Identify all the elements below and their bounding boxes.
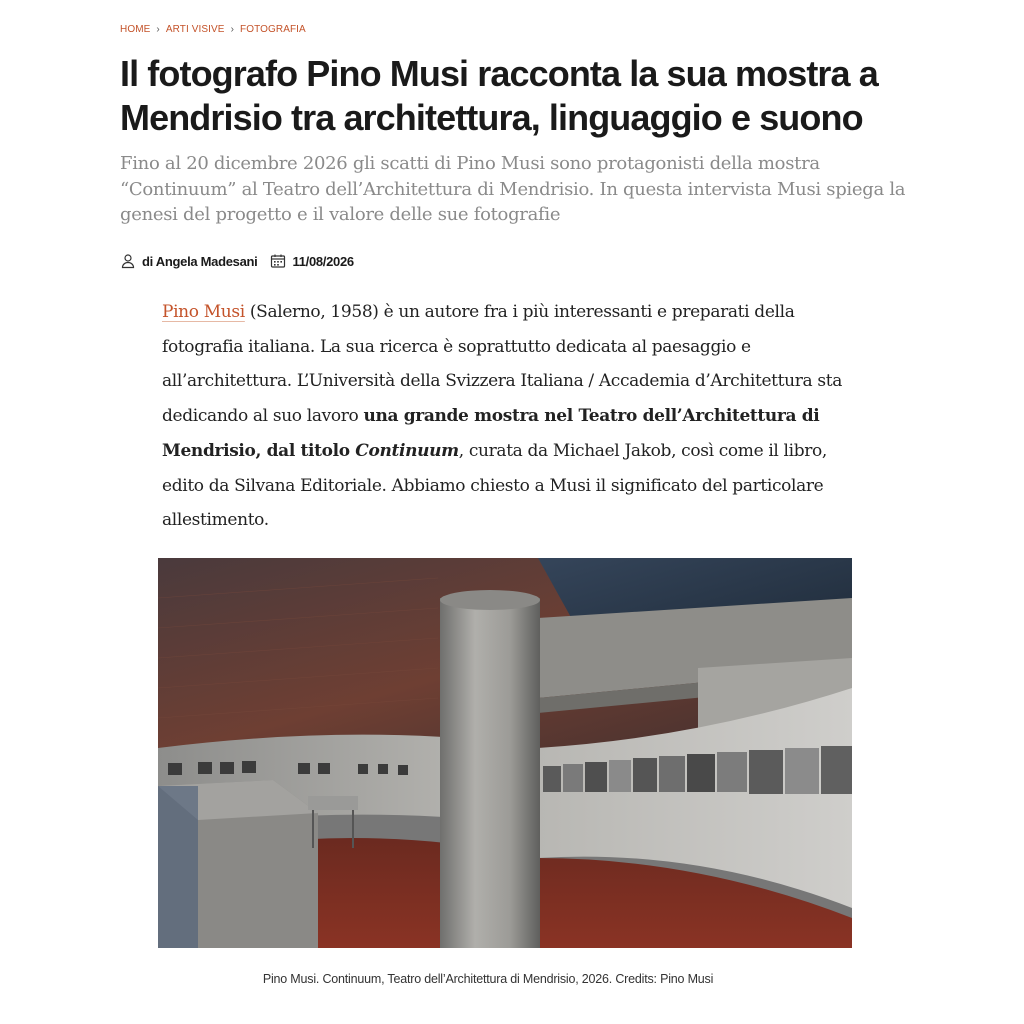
article-body [162,295,862,538]
body-bold-italic: Continuum [355,440,459,461]
exhibition-photo [158,558,852,948]
calendar-icon [270,253,286,269]
breadcrumb-separator: › [230,24,234,35]
breadcrumb-home[interactable]: HOME [120,24,151,35]
publish-date: 11/08/2026 [292,253,354,269]
body-bold-text: una grande mostra nel Teatro dell’Architettura di Mendrisio, dal titolo [162,406,820,461]
article-title: Il fotografo Pino Musi racconta la sua mostra a Mendrisio tra architettura, linguaggio e suono [120,53,878,138]
photo-caption: Pino Musi. Continuum, Teatro dell’Architettura di Mendrisio, 2026. Credits: Pino Musi [262,972,714,986]
breadcrumb-arti-visive[interactable]: ARTI VISIVE [165,24,225,35]
user-icon [120,253,136,269]
pino-musi-link[interactable]: Pino Musi [162,302,245,322]
breadcrumb-fotografia[interactable]: FOTOGRAFIA [240,24,306,35]
article-subtitle: Fino al 20 dicembre 2026 gli scatti di Pino Musi sono protagonisti della mostra “Continuum” al Teatro dell’Architettura di Mendrisio. In questa intervista Musi spiega la genesi del progetto e il valore delle sue fotografie [120,153,906,225]
article-meta [120,253,354,269]
breadcrumb [120,24,306,35]
body-text-1: (Salerno, 1958) è un autore fra i più interessanti e preparati della fotografia italiana. La sua ricerca è soprattutto dedicata al paesaggio e all’architettura. L’Università della Svizzera Italiana / Accademia d’Architettura sta dedicando al suo lavoro [162,302,843,427]
body-text-2: , curata da Michael Jakob, così come il libro, edito da Silvana Editoriale. Abbiamo chiesto a Musi il significato del particolare allestimento. [162,440,827,531]
author-link[interactable]: di Angela Madesani [142,253,258,269]
breadcrumb-separator: › [156,24,160,35]
